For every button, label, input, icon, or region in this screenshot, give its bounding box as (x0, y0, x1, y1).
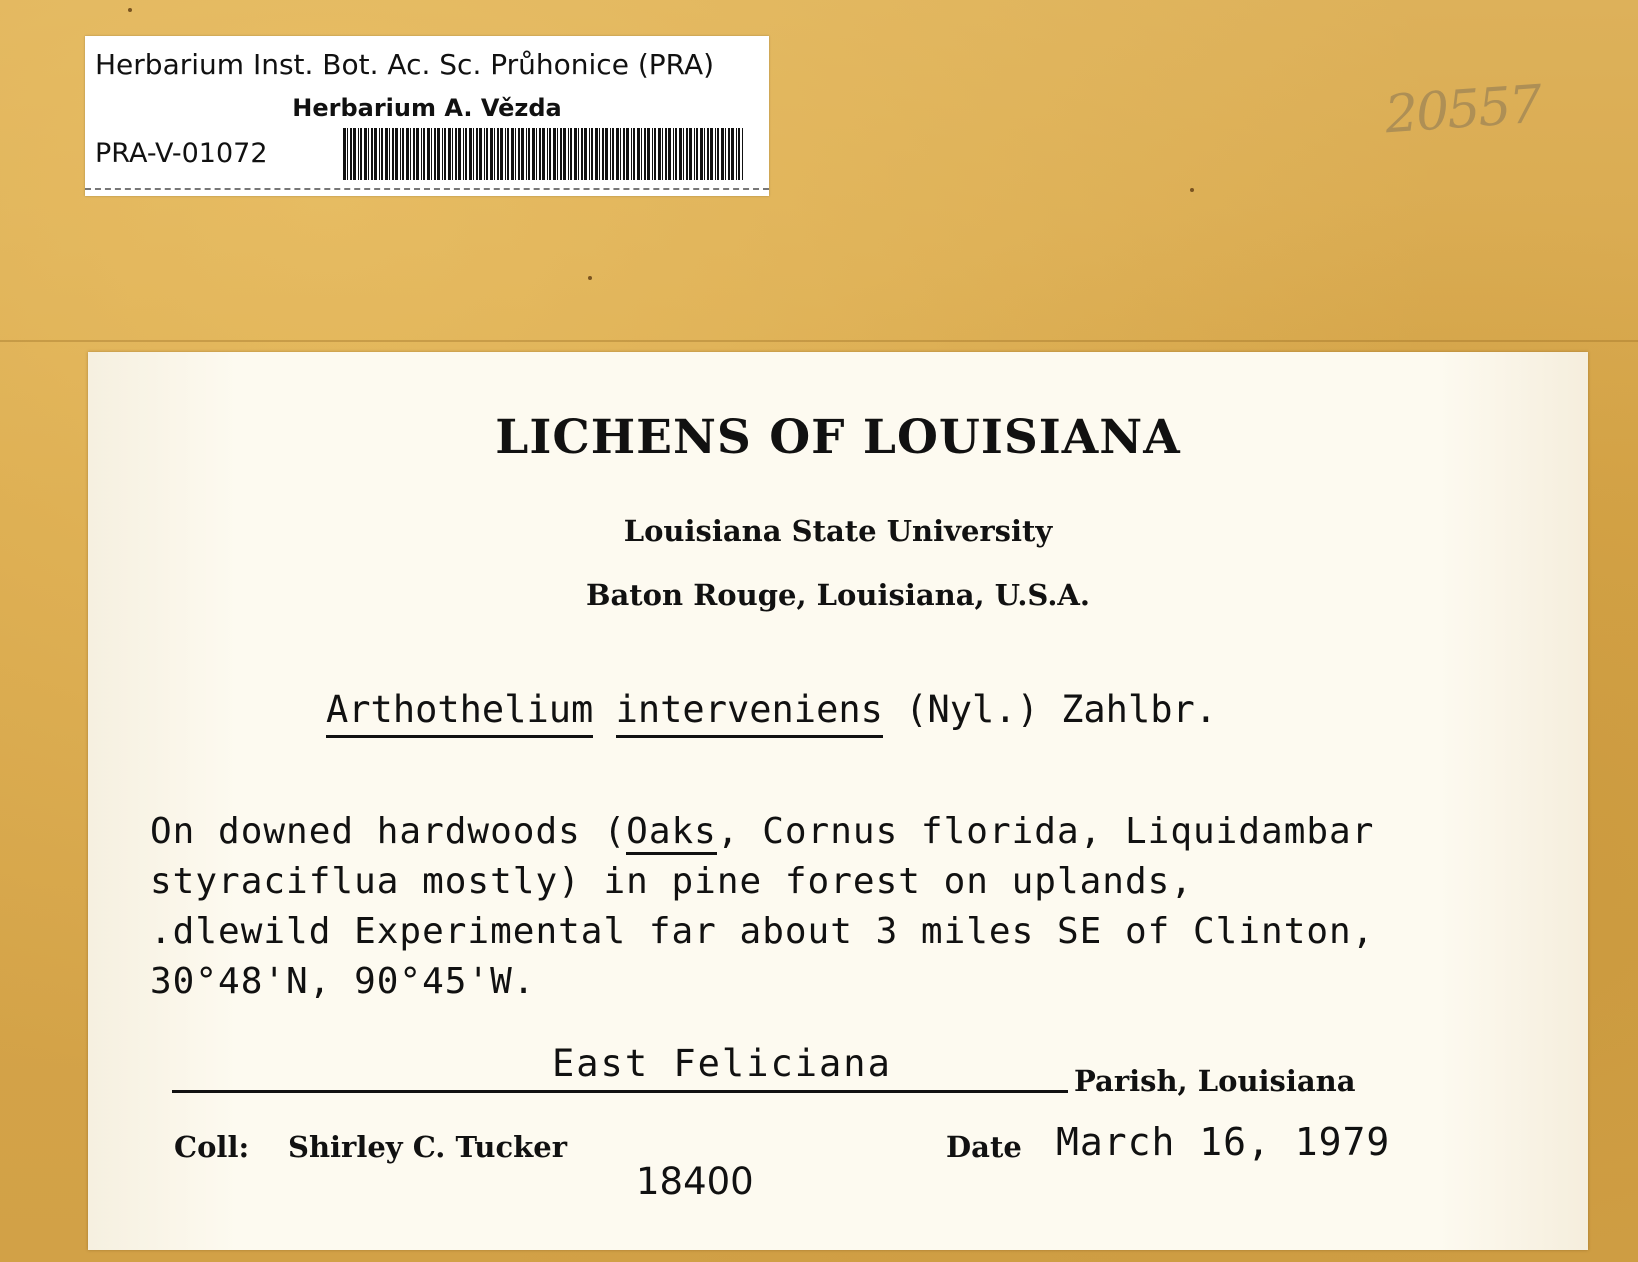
perforation-line (85, 188, 769, 190)
county-name: East Feliciana (552, 1042, 892, 1085)
paper-speck (1190, 188, 1194, 192)
habitat-text-line1-end: , Cornus florida, Liquidambar (716, 811, 1375, 852)
herbarium-institution: Herbarium Inst. Bot. Ac. Sc. Průhonice (PRA) (95, 48, 715, 81)
herbarium-barcode-label (85, 36, 769, 196)
parish-rule (172, 1090, 1068, 1093)
collector-label: Coll: (174, 1130, 250, 1164)
catalog-number: PRA-V-01072 (95, 138, 268, 169)
paper-fold-line (0, 340, 1638, 342)
paper-speck (128, 8, 132, 12)
collection-number: 18400 (636, 1160, 754, 1203)
habitat-description (150, 807, 1570, 1007)
date-label: Date (946, 1130, 1022, 1164)
collector-name: Shirley C. Tucker (288, 1130, 567, 1164)
habitat-underlined-word: Oaks (626, 811, 717, 855)
label-institution: Louisiana State University (623, 514, 1053, 548)
label-title: LICHENS OF LOUISIANA (495, 410, 1181, 465)
collection-date: March 16, 1979 (1056, 1120, 1391, 1164)
specimen-label (88, 352, 1588, 1250)
parish-label: Parish, Louisiana (1074, 1064, 1356, 1098)
barcode-image (343, 128, 743, 180)
taxon-epithet: interveniens (616, 688, 883, 738)
taxon-genus: Arthothelium (326, 688, 593, 738)
taxon-author: (Nyl.) Zahlbr. (905, 688, 1218, 731)
paper-speck (588, 276, 592, 280)
taxon-name (326, 688, 1217, 738)
handwritten-accession-number: 20557 (1383, 74, 1543, 146)
herbarium-collection-name: Herbarium A. Vězda (292, 94, 562, 122)
label-location: Baton Rouge, Louisiana, U.S.A. (585, 578, 1091, 612)
habitat-text-rest: styraciflua mostly) in pine forest on uplands, .dlewild Experimental far about 3 miles SE of Clinton, 30°48'N, 90°45'W. (150, 861, 1375, 1002)
habitat-text-start: On downed hardwoods ( (150, 811, 627, 852)
